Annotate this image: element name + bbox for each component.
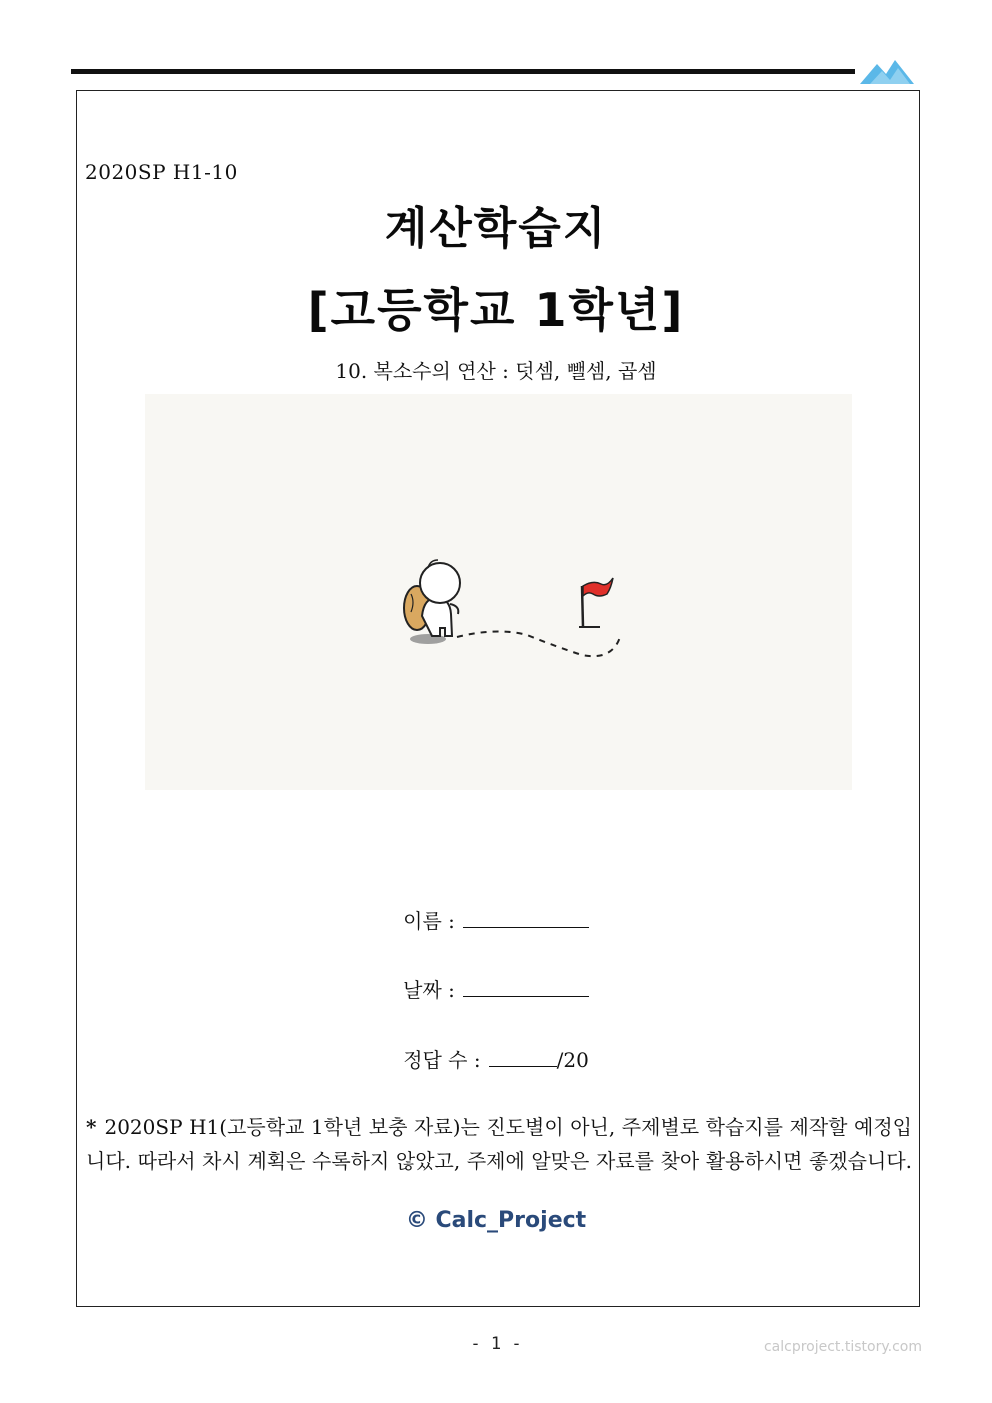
character-walking-to-flag-icon	[145, 394, 852, 790]
score-blank[interactable]	[489, 1048, 557, 1067]
lesson-subtitle: 10. 복소수의 연산 : 덧셈, 뺄셈, 곱셈	[335, 359, 657, 383]
worksheet-title: 계산학습지	[384, 203, 608, 254]
date-label: 날짜 :	[403, 978, 455, 1002]
cover-illustration	[145, 394, 852, 790]
name-label: 이름 :	[403, 909, 455, 933]
date-field-row	[0, 974, 992, 1003]
name-blank[interactable]	[463, 909, 589, 928]
copyright: © Calc_Project	[405, 1208, 587, 1233]
site-url: calcproject.tistory.com	[763, 1339, 922, 1355]
page-number: - 1 -	[470, 1334, 522, 1354]
name-field-row	[0, 905, 992, 934]
score-label: 정답 수 :	[403, 1048, 481, 1072]
score-total: /20	[556, 1048, 589, 1072]
note-line-1	[86, 1110, 912, 1144]
note-text-1: 2020SP H1(고등학교 1학년 보충 자료)는 진도별이 아닌, 주제별로 학습지를 제작할 예정입	[104, 1115, 912, 1139]
document-code: 2020SP H1-10	[85, 160, 238, 184]
note-line-2: 니다. 따라서 차시 계획은 수록하지 않았고, 주제에 알맞은 자료를 찾아 활용하시면 좋겠습니다.	[86, 1149, 912, 1173]
header-rule	[71, 69, 855, 74]
mountain-icon	[860, 58, 914, 86]
note-asterisk: *	[86, 1115, 97, 1139]
score-field-row	[0, 1044, 992, 1073]
date-blank[interactable]	[463, 978, 589, 997]
grade-title: [고등학교 1학년]	[307, 283, 685, 337]
